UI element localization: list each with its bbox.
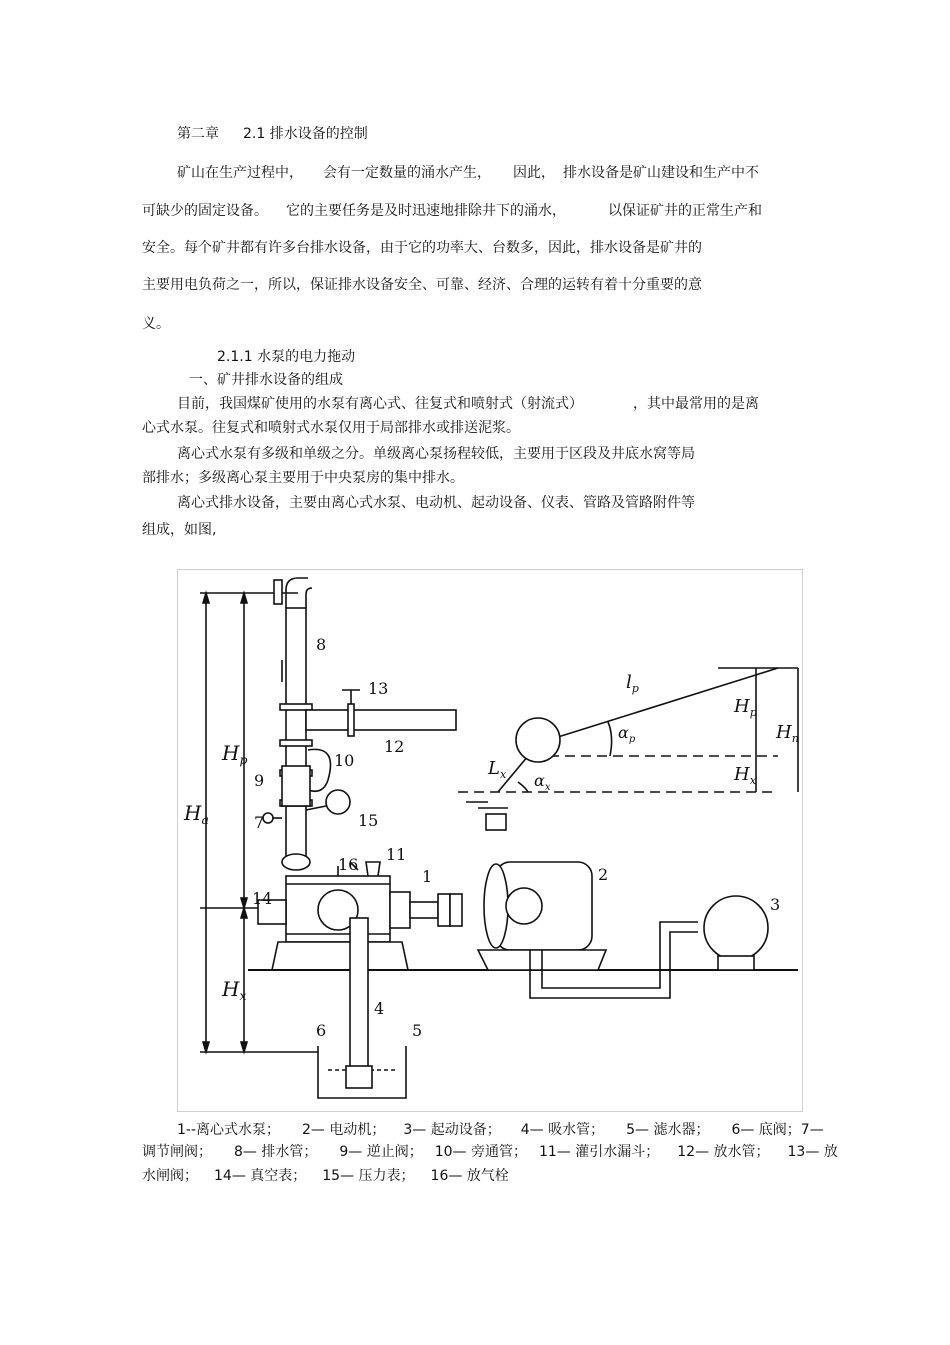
label-hn: $H_n$: [776, 722, 799, 745]
caption-item: 8— 排水管；: [234, 1144, 318, 1160]
label-lp: $l_p$: [626, 672, 639, 695]
part-heading: 一、矿井排水设备的组成: [189, 372, 343, 388]
para-text: ，其中最常用的是离: [633, 396, 759, 412]
caption-line-3: [142, 1167, 509, 1185]
part-number-7: 7: [254, 813, 265, 832]
caption-item: 调节闸阀；: [142, 1144, 212, 1160]
label-ax: $\alpha_x$: [534, 771, 551, 793]
part-number-2: 2: [598, 865, 609, 884]
caption-item: 5— 滤水器；: [626, 1122, 710, 1138]
para3-line-2: 组成，如图,: [142, 522, 217, 538]
para1-line-2: 心式水泵。往复式和喷射式水泵仅用于局部排水或排送泥浆。: [142, 420, 520, 436]
intro-text: 以保证矿井的正常生产和: [608, 203, 762, 219]
pump-equipment-figure: [177, 569, 803, 1112]
caption-item: 4— 吸水管；: [520, 1122, 605, 1138]
caption-item: 9— 逆止阀；: [339, 1144, 423, 1160]
part-number-3: 3: [770, 895, 781, 914]
part-number-4: 4: [374, 999, 385, 1018]
label-hx-right: $H_x$: [734, 764, 756, 787]
intro-text: 它的主要任务是及时迅速地排除井下的涌水，: [286, 203, 566, 219]
para2-line-1: 离心式水泵有多级和单级之分。单级离心泵扬程较低，主要用于区段及井底水窝等局: [177, 446, 695, 462]
intro-line-2: [142, 202, 762, 220]
intro-text: 会有一定数量的涌水产生，: [323, 165, 491, 181]
caption-item: 13— 放: [787, 1144, 838, 1160]
para1-line-1: [177, 395, 759, 413]
subsection-title: 2.1.1 水泵的电力拖动: [217, 349, 356, 365]
part-number-9: 9: [254, 771, 265, 790]
section-title: 2.1 排水设备的控制: [243, 126, 368, 142]
caption-item: 6— 底阀；7—: [731, 1122, 824, 1138]
pump-diagram: [178, 570, 802, 1111]
caption-item: 11— 灌引水漏斗；: [538, 1144, 660, 1160]
part-number-16: 16: [338, 855, 359, 874]
label-ha: $H_a$: [184, 801, 209, 827]
label-lx: $L_x$: [488, 758, 507, 781]
intro-text: 排水设备是矿山建设和生产中不: [563, 165, 759, 181]
intro-line-3: 安全。每个矿井都有许多台排水设备，由于它的功率大、台数多，因此，排水设备是矿井的: [142, 240, 702, 256]
para3-line-1: 离心式排水设备，主要由离心式水泵、电动机、起动设备、仪表、管路及管路附件等: [177, 495, 695, 511]
intro-text: 矿山在生产过程中，: [177, 165, 303, 181]
caption-item: 1--离心式水泵；: [177, 1122, 281, 1138]
chapter-heading: [177, 125, 368, 143]
caption-item: 10— 旁通管；: [434, 1144, 527, 1160]
part-number-10: 10: [334, 751, 355, 770]
part-number-8: 8: [316, 635, 327, 654]
caption-item: 12— 放水管；: [677, 1144, 770, 1160]
part-number-15: 15: [358, 811, 379, 830]
intro-line-5: 义。: [142, 316, 170, 332]
part-number-14: 14: [252, 889, 273, 908]
chapter-label: 第二章: [177, 126, 219, 142]
para-text: 目前，我国煤矿使用的水泵有离心式、往复式和喷射式（射流式）: [177, 396, 583, 412]
caption-item: 2— 电动机；: [302, 1122, 386, 1138]
para2-line-2: 部排水；多级离心泵主要用于中央泵房的集中排水。: [142, 470, 464, 486]
label-ap: $\alpha_p$: [618, 723, 636, 745]
part-number-1: 1: [422, 867, 433, 886]
label-hp-right: $H_p$: [734, 696, 757, 719]
label-hp: $H_p$: [222, 741, 248, 767]
part-number-11: 11: [386, 845, 407, 864]
caption-item: 15— 压力表；: [322, 1168, 415, 1184]
intro-line-4: 主要用电负荷之一，所以，保证排水设备安全、可靠、经济、合理的运转有着十分重要的意: [142, 277, 702, 293]
intro-text: 因此，: [513, 165, 555, 181]
part-number-13: 13: [368, 679, 389, 698]
part-number-12: 12: [384, 737, 405, 756]
part-number-6: 6: [316, 1021, 327, 1040]
label-hx: $H_x$: [222, 977, 247, 1003]
part-number-5: 5: [412, 1021, 423, 1040]
caption-item: 3— 起动设备；: [403, 1122, 501, 1138]
intro-text: 可缺少的固定设备。: [142, 203, 268, 219]
caption-item: 14— 真空表；: [214, 1168, 307, 1184]
caption-item: 16— 放气栓: [430, 1168, 509, 1184]
caption-item: 水闸阀；: [142, 1168, 198, 1184]
intro-line-1: [177, 164, 759, 182]
caption-line-2: [142, 1143, 838, 1161]
caption-line-1: [177, 1121, 824, 1139]
